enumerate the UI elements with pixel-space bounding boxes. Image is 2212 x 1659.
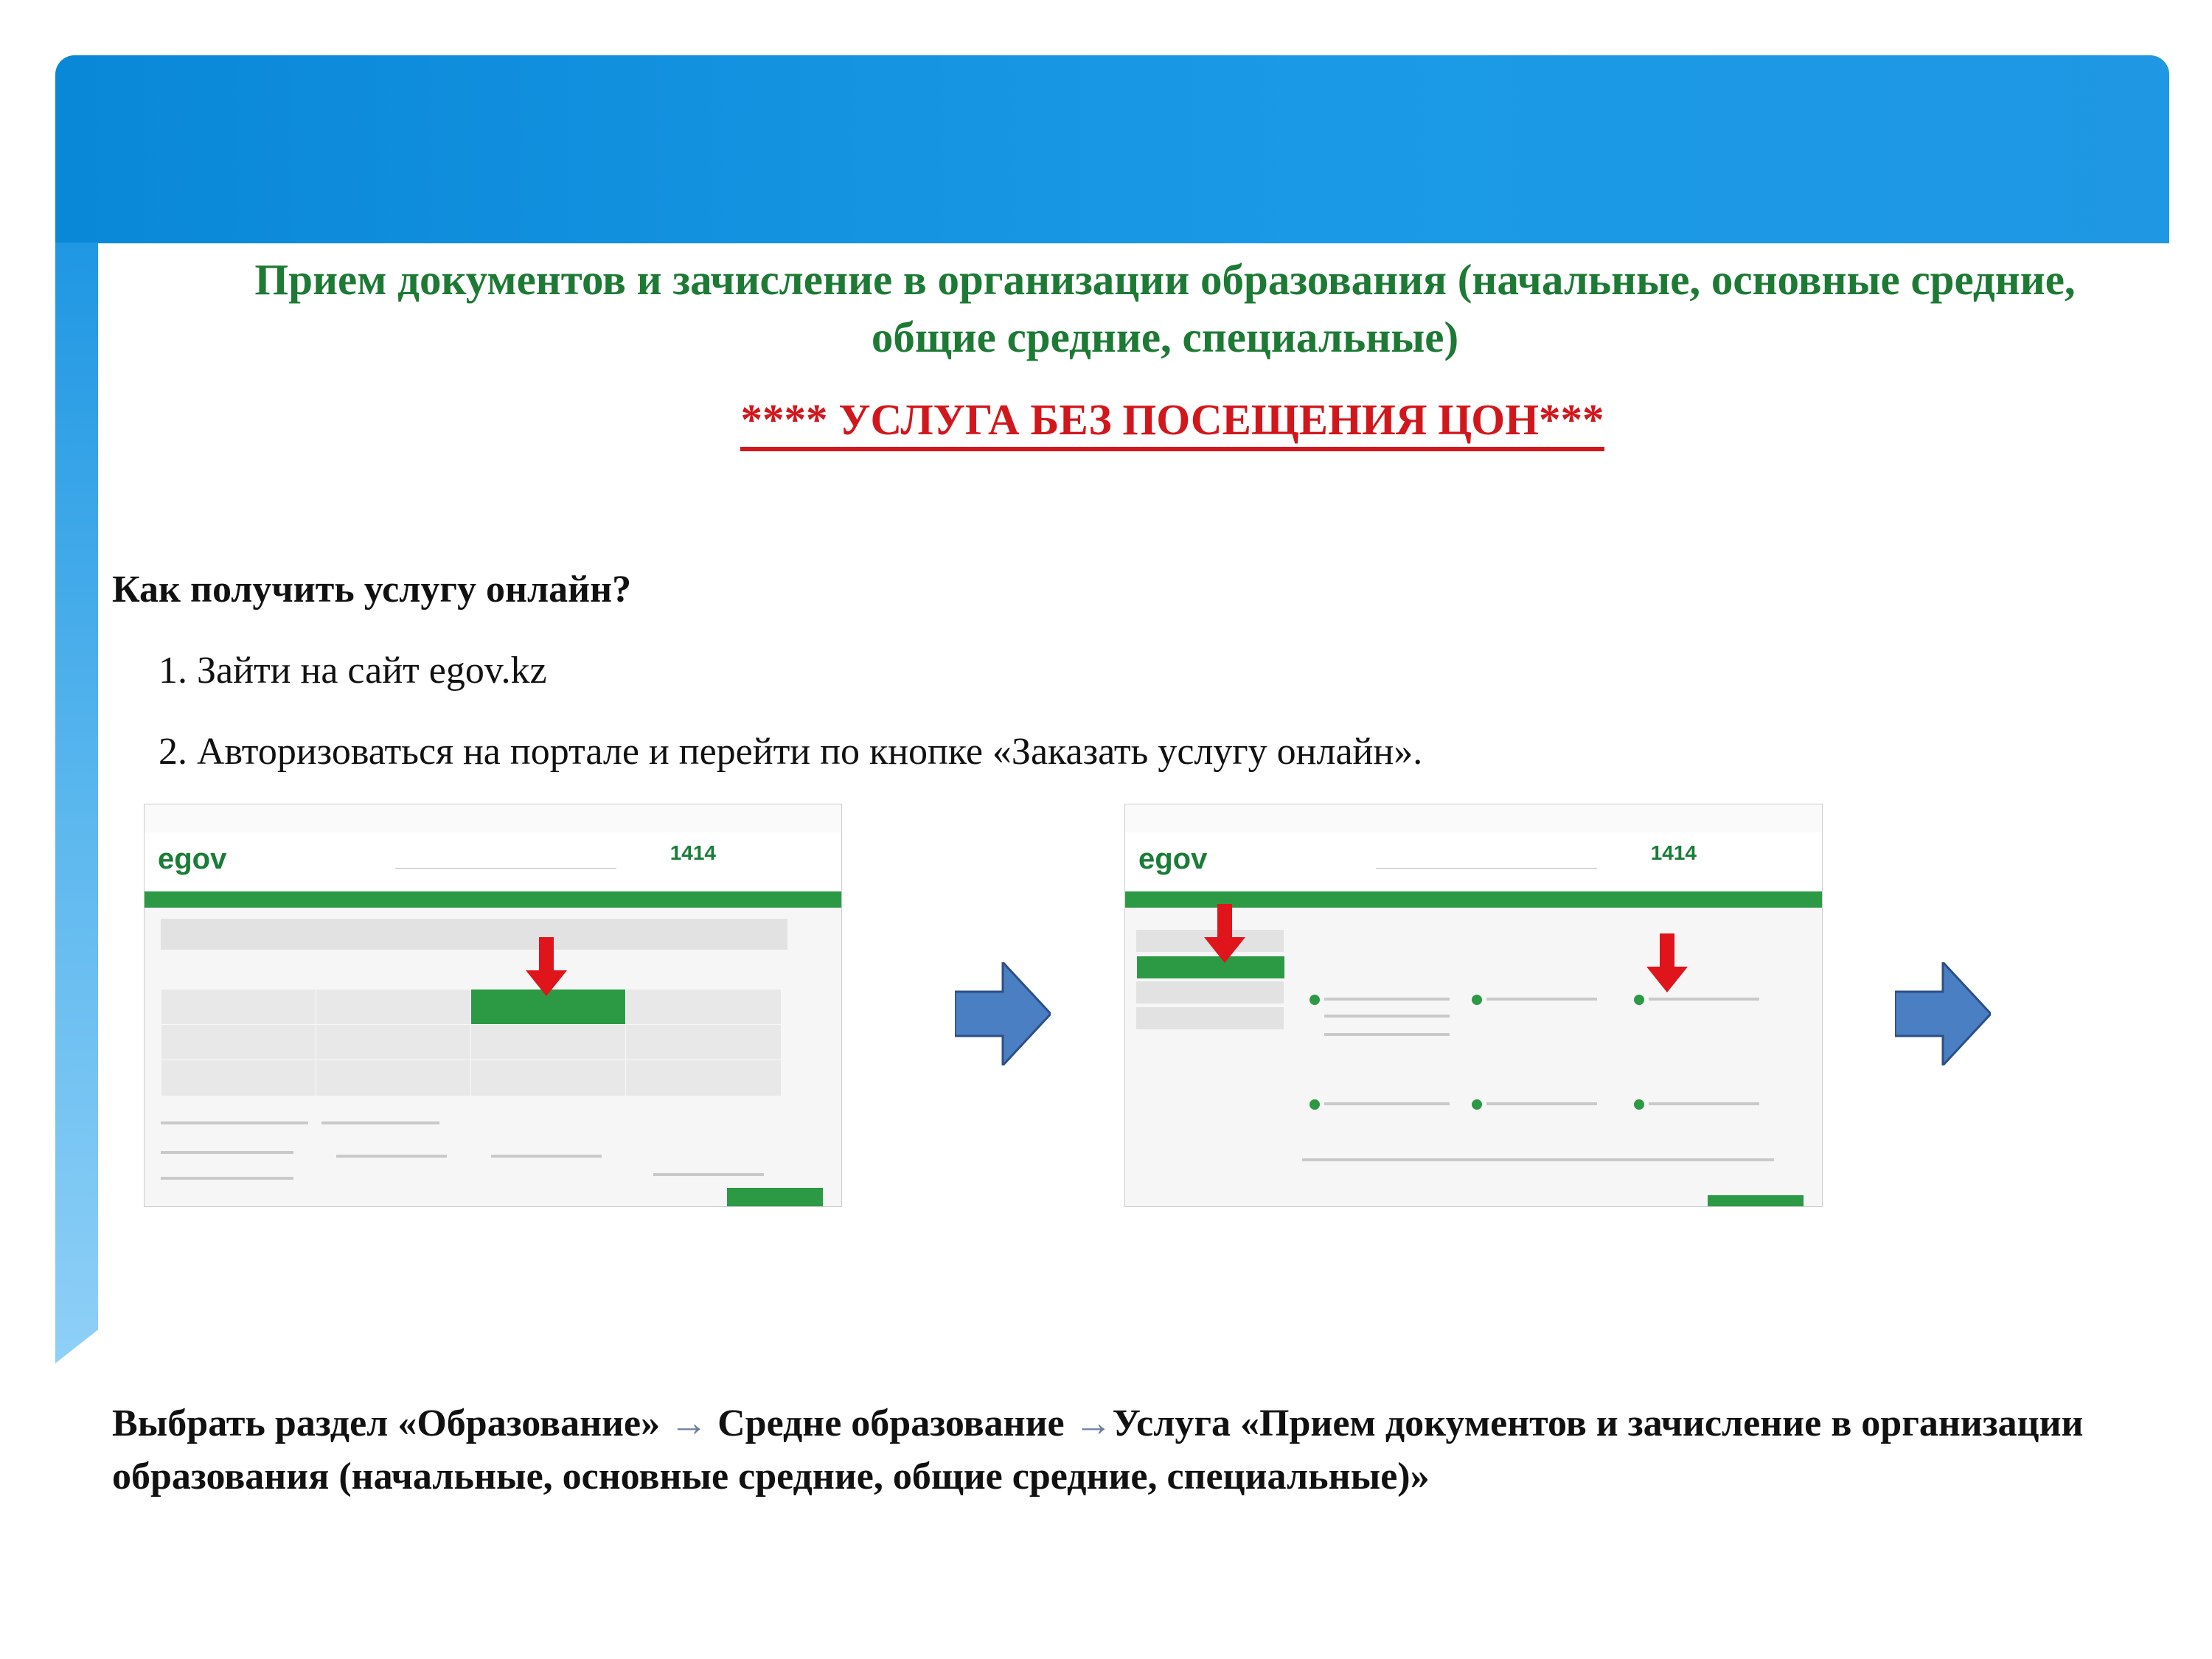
footer-part1: Выбрать раздел «Образование» [112, 1402, 661, 1444]
service-text-line [1324, 998, 1450, 1001]
arrow-icon: → [669, 1402, 709, 1444]
site-nav [145, 891, 841, 908]
order-online-button [1708, 1195, 1804, 1206]
page-title-line2: общие средние, специальные) [871, 313, 1459, 361]
browser-chrome [145, 804, 841, 833]
sidebar-item [1136, 1007, 1284, 1029]
divider-line [1302, 1158, 1774, 1161]
page-title-line1: Прием документов и зачисление в организации образования (начальные, основные средние, [254, 255, 2076, 304]
page-subtitle [0, 394, 2212, 445]
phone-number: 1414 [1650, 841, 1697, 864]
browser-chrome [1125, 804, 1822, 833]
subtitle-text: **** УСЛУГА БЕЗ ПОСЕЩЕНИЯ ЦОН*** [740, 395, 1604, 451]
covid-bar [161, 919, 787, 950]
category-cell [161, 1060, 317, 1096]
footer-part3: Услуга «Прием документов и зачисление в организации образования (начальные, основные средние, общие средние, специальные)» [112, 1402, 2084, 1498]
services-line [321, 1121, 439, 1124]
header-banner [55, 55, 2169, 243]
service-text-line [1324, 1015, 1450, 1018]
sidebar-item [1136, 981, 1284, 1004]
category-cell [316, 1024, 472, 1061]
logo-text: egov [158, 843, 227, 875]
service-text-line [1324, 1102, 1450, 1105]
service-text-line [1486, 1102, 1597, 1105]
site-header [145, 832, 841, 891]
category-cell [625, 989, 782, 1026]
egov-logo [158, 843, 226, 876]
phone-number: 1414 [669, 841, 716, 864]
services-line [161, 1121, 308, 1124]
red-down-arrow-icon [1203, 904, 1247, 963]
egov-screenshot-home [144, 804, 842, 1207]
services-line [336, 1155, 447, 1158]
order-online-button [727, 1188, 823, 1206]
egov-logo [1138, 843, 1207, 876]
egov-screenshot-education [1124, 804, 1823, 1207]
service-dot [1310, 1099, 1320, 1110]
service-dot [1634, 995, 1644, 1005]
step-2: 2. Авторизоваться на портале и перейти по кнопке «Заказать услугу онлайн». [159, 731, 1423, 773]
footer-part2: Средне образование [717, 1402, 1065, 1444]
category-cell [161, 1024, 317, 1061]
services-line [653, 1173, 764, 1176]
service-dot [1634, 1099, 1644, 1110]
category-cell [470, 1060, 627, 1096]
service-dot [1310, 995, 1320, 1005]
services-line [491, 1155, 602, 1158]
how-to-question: Как получить услугу онлайн? [112, 568, 632, 611]
site-search [1376, 855, 1597, 869]
logo-text: egov [1138, 843, 1208, 875]
category-cell [316, 1060, 472, 1096]
service-dot [1472, 1099, 1482, 1110]
site-search [395, 855, 616, 869]
category-cell [161, 989, 317, 1026]
service-text-line [1486, 998, 1597, 1001]
service-dot [1472, 995, 1482, 1005]
right-arrow-icon [1895, 962, 1991, 1065]
service-text-line [1324, 1033, 1450, 1036]
site-header [1125, 832, 1822, 891]
arrow-icon: → [1074, 1402, 1113, 1444]
category-cell [470, 1024, 627, 1061]
service-text-line [1649, 1102, 1759, 1105]
step-1: 1. Зайти на сайт egov.kz [159, 650, 547, 692]
red-down-arrow-icon [1645, 933, 1689, 992]
category-cell [625, 1060, 782, 1096]
category-cell [316, 989, 472, 1026]
category-cell [625, 1024, 782, 1061]
services-line [161, 1151, 293, 1154]
red-down-arrow-icon [524, 937, 568, 996]
services-line [161, 1177, 293, 1180]
instruction-footer [112, 1397, 2177, 1503]
right-arrow-icon [955, 962, 1051, 1065]
service-text-line [1649, 998, 1759, 1001]
